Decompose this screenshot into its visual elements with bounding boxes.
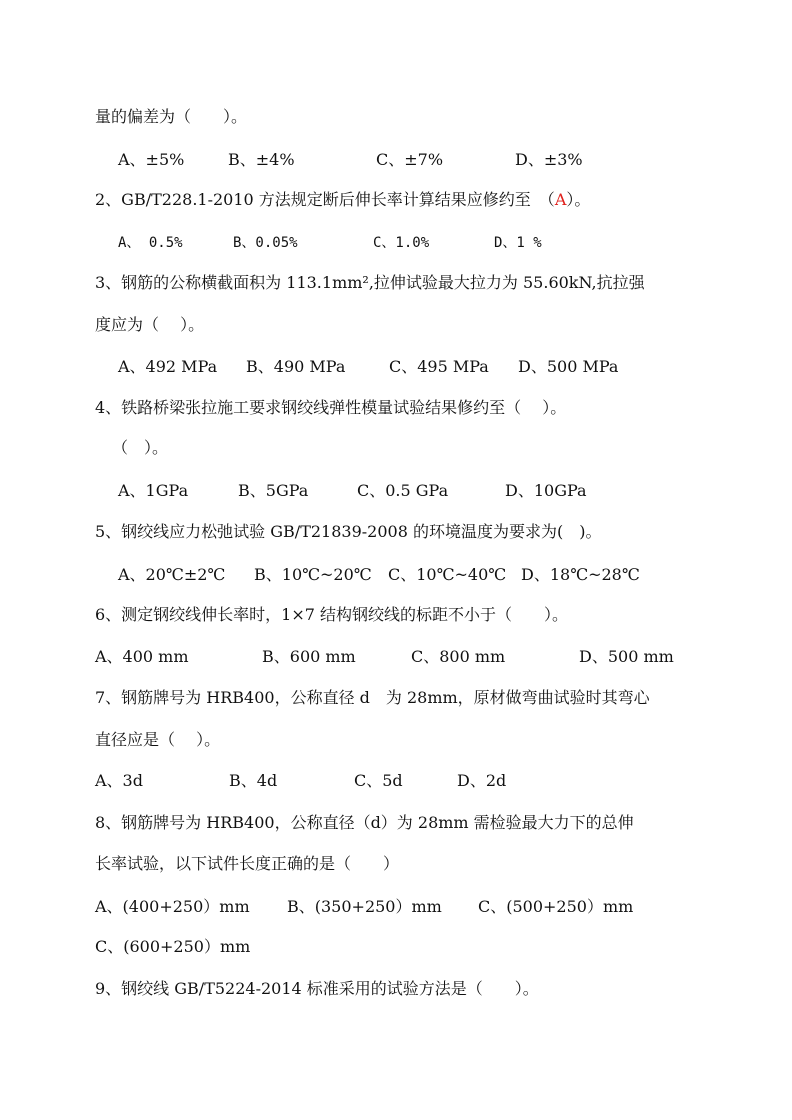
question-2-answer: A [554, 190, 567, 209]
option-b: B、10℃~20℃ [254, 565, 372, 584]
option-c: C、800 mm [411, 647, 506, 666]
option-d: D、1 % [494, 235, 542, 251]
option-a: A、±5% [118, 150, 185, 169]
option-a: A、3d [95, 771, 143, 790]
question-5: 5、钢绞线应力松弛试验 GB/T21839-2008 的环境温度为要求为( )。 [95, 522, 602, 541]
option-d: D、10GPa [505, 481, 587, 500]
option-b: B、0.05% [233, 235, 298, 251]
question-3-line-2: 度应为（ ）。 [95, 315, 205, 334]
option-b: B、5GPa [238, 481, 309, 500]
option-a: A、492 MPa [118, 357, 218, 376]
option-a: A、1GPa [118, 481, 189, 500]
question-3-line-1: 3、钢筋的公称横截面积为 113.1mm²,拉伸试验最大拉力为 55.60kN,抗拉强 [95, 273, 645, 292]
option-d: D、500 MPa [518, 357, 619, 376]
option-d: D、±3% [515, 150, 583, 169]
option-a: A、20℃±2℃ [118, 565, 226, 584]
option-b: B、±4% [228, 150, 295, 169]
option-d: D、18℃~28℃ [521, 565, 640, 584]
option-a: A、400 mm [95, 647, 189, 666]
option-a: A、 0.5% [118, 235, 183, 251]
question-8-line-2: 长率试验，以下试件长度正确的是（ ） [95, 854, 400, 873]
option-c: C、1.0% [373, 235, 430, 251]
question-9: 9、钢绞线 GB/T5224-2014 标准采用的试验方法是（ ）。 [95, 979, 539, 998]
option-c: C、10℃~40℃ [388, 565, 507, 584]
question-4: 4、铁路桥梁张拉施工要求钢绞线弹性模量试验结果修约至（ ）。 [95, 398, 567, 417]
option-d: D、2d [457, 771, 507, 790]
option-c: C、5d [354, 771, 403, 790]
question-6: 6、测定钢绞线伸长率时，1×7 结构钢绞线的标距不小于（ ）。 [95, 605, 569, 624]
question-2-text: 2、GB/T228.1-2010 方法规定断后伸长率计算结果应修约至 （ [95, 190, 555, 209]
question-2-close: ）。 [566, 190, 591, 209]
question-7-line-2: 直径应是（ ）。 [95, 730, 221, 749]
option-b: B、(350+250）mm [287, 897, 442, 916]
question-2 [95, 190, 590, 210]
option-a: A、(400+250）mm [95, 897, 250, 916]
question-8-line-1: 8、钢筋牌号为 HRB400，公称直径（d）为 28mm 需检验最大力下的总伸 [95, 813, 634, 832]
question-4-blank: （ ）。 [112, 438, 169, 457]
option-c: C、495 MPa [389, 357, 489, 376]
option-c: C、(500+250）mm [478, 897, 634, 916]
option-b: B、4d [229, 771, 278, 790]
option-d: D、500 mm [579, 647, 674, 666]
option-c: C、0.5 GPa [357, 481, 449, 500]
question-1-continuation: 量的偏差为（ ）。 [95, 107, 248, 126]
question-8-option-extra: C、(600+250）mm [95, 937, 251, 956]
option-b: B、600 mm [262, 647, 356, 666]
question-7-line-1: 7、钢筋牌号为 HRB400，公称直径 d 为 28mm，原材做弯曲试验时其弯心 [95, 688, 650, 707]
option-b: B、490 MPa [246, 357, 346, 376]
option-c: C、±7% [376, 150, 444, 169]
